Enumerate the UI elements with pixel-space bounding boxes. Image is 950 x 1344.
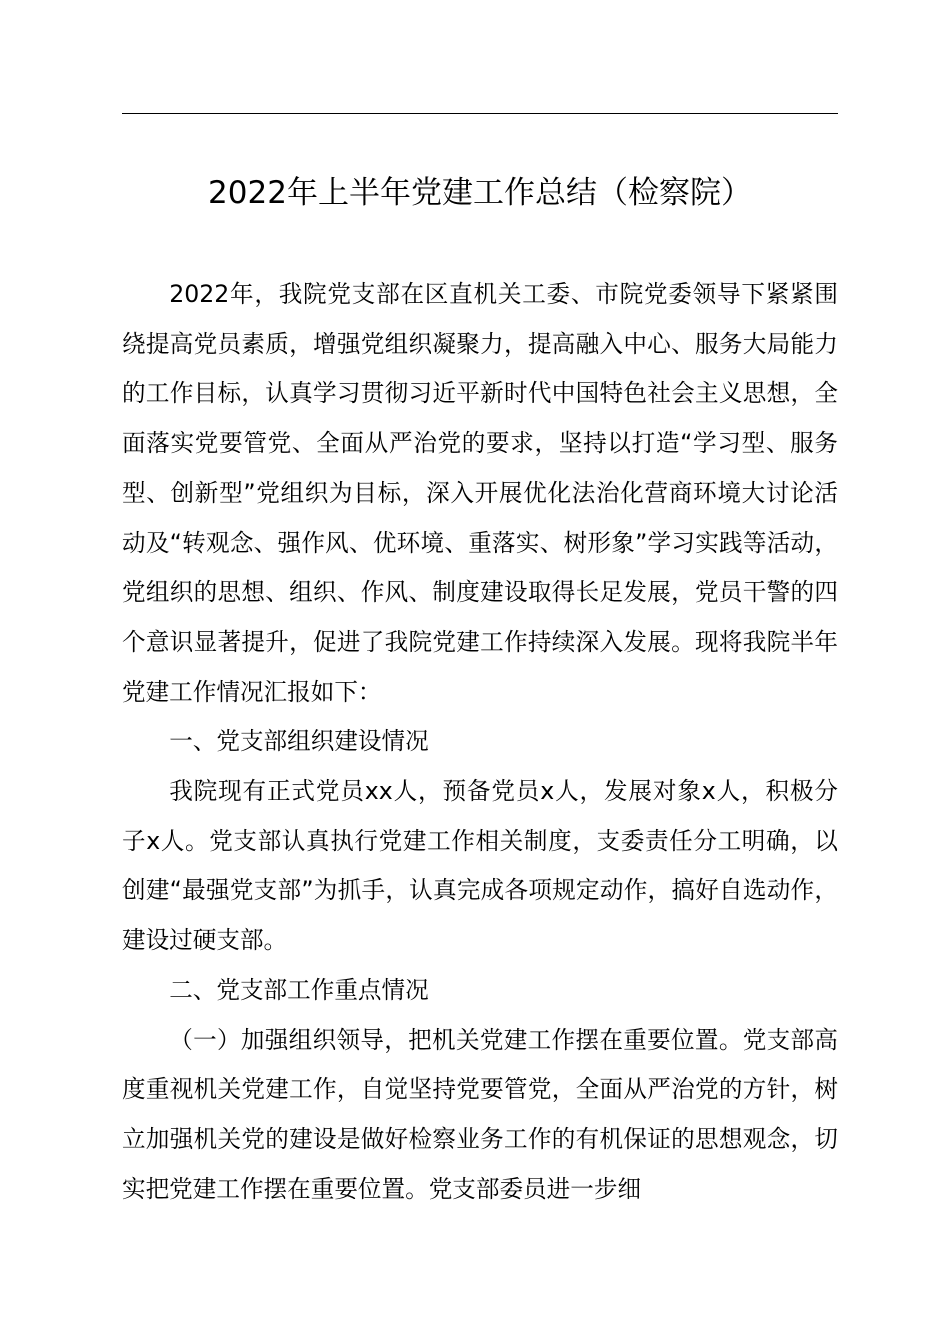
paragraph-organization: 我院现有正式党员xx人，预备党员x人，发展对象x人，积极分子x人。党支部认真执行党建工作相关制度，支委责任分工明确，以创建“最强党支部”为抓手，认真完成各项规定动作，搞好自选动作，建设过硬支部。 xyxy=(122,777,838,955)
document-title: 2022年上半年党建工作总结（检察院） xyxy=(208,175,752,211)
paragraph-intro: 2022年，我院党支部在区直机关工委、市院党委领导下紧紧围绕提高党员素质，增强党组织凝聚力，提高融入中心、服务大局能力的工作目标，认真学习贯彻习近平新时代中国特色社会主义思想，全面落实党要管党、全面从严治党的要求，坚持以打造“学习型、服务型、创新型”党组织为目标，深入开展优化法治化营商环境大讨论活动及“转观念、强作风、优环境、重落实、树形象”学习实践等活动，党组织的思想、组织、作风、制度建设取得长足发展，党员干警的四个意识显著提升，促进了我院党建工作持续深入发展。现将我院半年党建工作情况汇报如下： xyxy=(122,280,838,706)
document-body xyxy=(122,270,838,1214)
header-rule xyxy=(122,113,838,114)
section-heading-2: 二、党支部工作重点情况 xyxy=(169,975,429,1004)
paragraph-leadership: （一）加强组织领导，把机关党建工作摆在重要位置。党支部高度重视机关党建工作，自觉坚持党要管党，全面从严治党的方针，树立加强机关党的建设是做好检察业务工作的有机保证的思想观念，切实把党建工作摆在重要位置。党支部委员进一步细 xyxy=(122,1025,838,1203)
section-heading-1: 一、党支部组织建设情况 xyxy=(169,727,429,756)
